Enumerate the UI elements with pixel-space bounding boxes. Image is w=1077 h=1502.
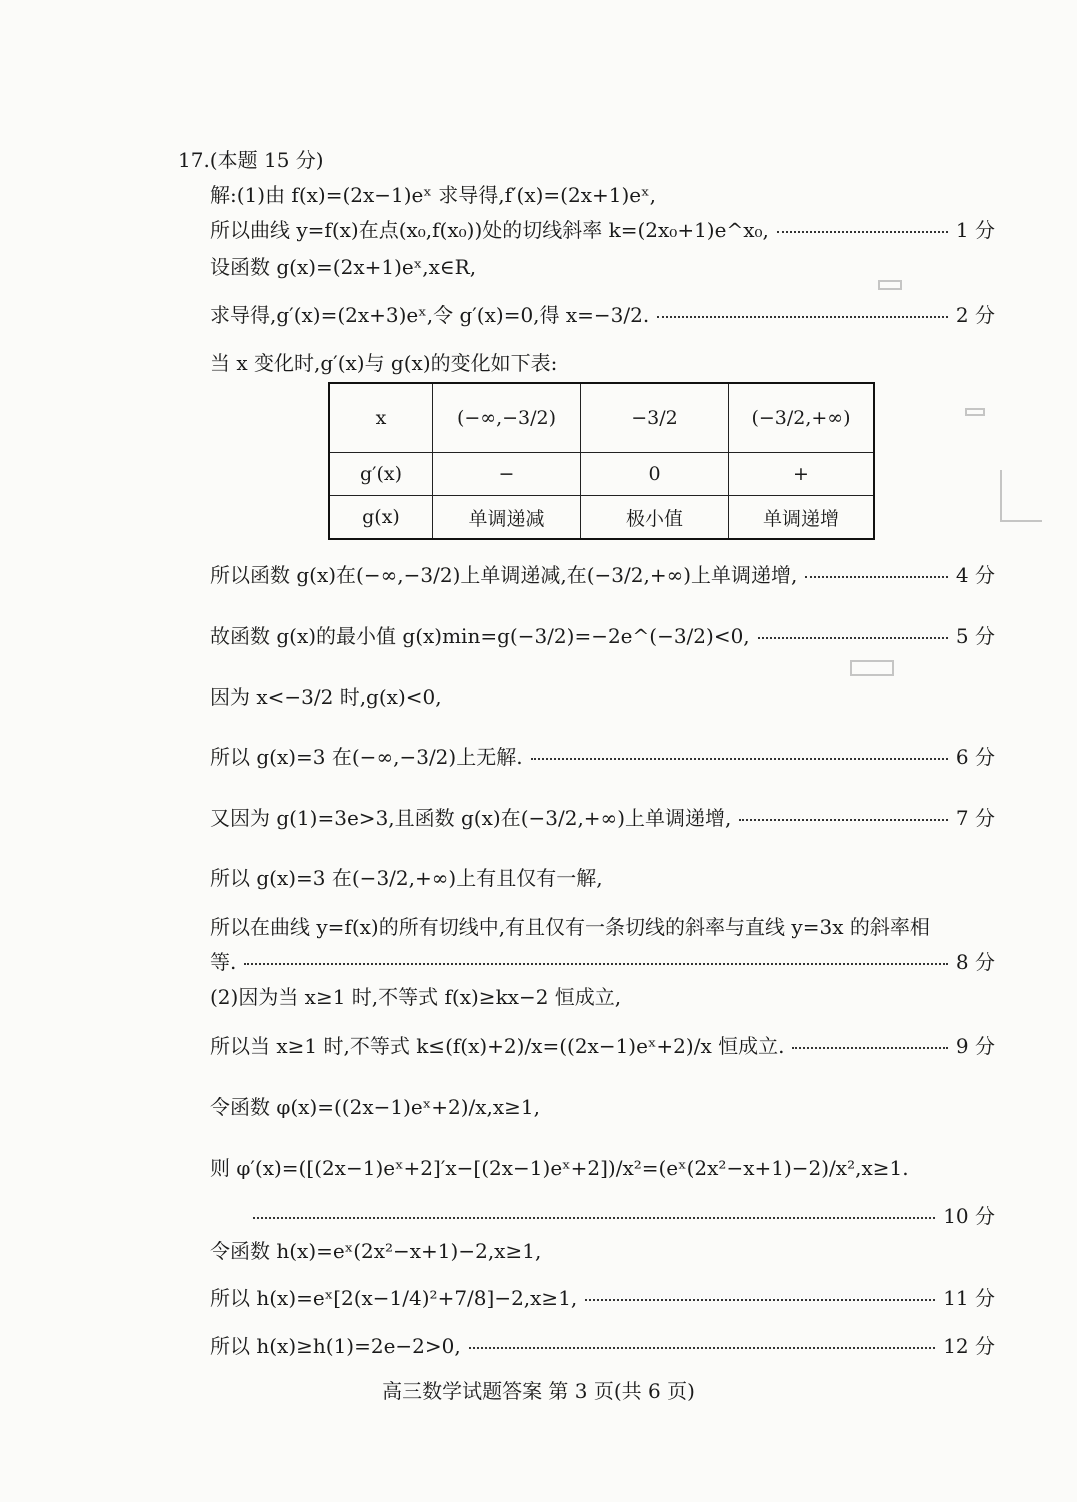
scan-artifact <box>878 280 902 290</box>
score: 1 分 <box>955 217 995 242</box>
solution-line <box>210 796 995 836</box>
solution-line <box>210 735 995 775</box>
dot-leader <box>244 943 948 965</box>
solution-line <box>210 905 995 945</box>
table-cell: 极小值 <box>581 496 729 540</box>
line-text: 求导得,g′(x)=(2x+3)eˣ,令 g′(x)=0,得 x=−3/2. <box>210 302 650 327</box>
solution-line <box>210 975 995 1015</box>
score: 11 分 <box>943 1285 995 1310</box>
solution-line <box>210 208 995 248</box>
line-text: 所以在曲线 y=f(x)的所有切线中,有且仅有一条切线的斜率与直线 y=3x 的斜率相 <box>210 914 930 939</box>
line-text: 故函数 g(x)的最小值 g(x)min=g(−3/2)=−2e^(−3/2)<0, <box>210 623 750 648</box>
solution-line <box>210 1276 995 1316</box>
solution-line <box>210 1146 995 1186</box>
line-text: 则 φ′(x)=([(2x−1)eˣ+2]′x−[(2x−1)eˣ+2])/x²=(eˣ(2x²−x+1)−2)/x²,x≥1. <box>210 1155 909 1180</box>
dot-leader <box>758 617 948 639</box>
solution-line <box>210 553 995 593</box>
dot-leader <box>657 296 948 318</box>
scan-artifact <box>850 660 894 676</box>
score: 4 分 <box>955 562 995 587</box>
line-text: 所以当 x≥1 时,不等式 k≤(f(x)+2)/x=((2x−1)eˣ+2)/x 恒成立. <box>210 1033 785 1058</box>
dot-leader <box>253 1197 935 1219</box>
dot-leader <box>777 211 948 233</box>
dot-leader <box>805 556 947 578</box>
table-row <box>329 453 874 496</box>
table-cell: 单调递增 <box>729 496 875 540</box>
table-cell: 单调递减 <box>433 496 581 540</box>
table-cell: − <box>433 453 581 496</box>
line-text: 等. <box>210 949 237 974</box>
score: 9 分 <box>955 1033 995 1058</box>
line-text: 因为 x<−3/2 时,g(x)<0, <box>210 684 442 709</box>
line-text: 又因为 g(1)=3e>3,且函数 g(x)在(−3/2,+∞)上单调递增, <box>210 805 732 830</box>
score: 12 分 <box>943 1333 995 1358</box>
table-cell: (−3/2,+∞) <box>729 383 875 453</box>
line-text: 所以 h(x)≥h(1)=2e−2>0, <box>210 1333 461 1358</box>
solution-line <box>210 173 995 213</box>
line-text: 所以 g(x)=3 在(−∞,−3/2)上无解. <box>210 744 523 769</box>
score: 8 分 <box>955 949 995 974</box>
dot-leader <box>792 1027 947 1049</box>
solution-line <box>210 341 995 381</box>
line-text: 解:(1)由 f(x)=(2x−1)eˣ 求导得,f′(x)=(2x+1)eˣ, <box>210 182 656 207</box>
table-cell: x <box>329 383 433 453</box>
score: 2 分 <box>955 302 995 327</box>
scan-artifact <box>1000 470 1042 522</box>
solution-line <box>210 245 995 285</box>
variation-table <box>328 382 875 540</box>
dot-leader <box>531 738 948 760</box>
line-text: 所以曲线 y=f(x)在点(x₀,f(x₀))处的切线斜率 k=(2x₀+1)e^x₀, <box>210 217 769 242</box>
solution-line <box>210 614 995 654</box>
solution-line <box>210 1324 995 1364</box>
scan-artifact <box>965 408 985 416</box>
dot-leader <box>739 799 948 821</box>
problem-title: 17.(本题 15 分) <box>178 147 324 172</box>
line-text: 当 x 变化时,g′(x)与 g(x)的变化如下表: <box>210 350 558 375</box>
table-row <box>329 496 874 540</box>
line-text: 令函数 h(x)=eˣ(2x²−x+1)−2,x≥1, <box>210 1238 542 1263</box>
line-text: 令函数 φ(x)=((2x−1)eˣ+2)/x,x≥1, <box>210 1094 540 1119</box>
solution-line <box>210 1085 995 1125</box>
table-cell: −3/2 <box>581 383 729 453</box>
solution-line <box>210 940 995 980</box>
table-cell: g′(x) <box>329 453 433 496</box>
line-text: 所以 h(x)=eˣ[2(x−1/4)²+7/8]−2,x≥1, <box>210 1285 578 1310</box>
solution-line <box>210 1229 995 1269</box>
table-cell: (−∞,−3/2) <box>433 383 581 453</box>
solution-line <box>210 293 995 333</box>
solution-line <box>210 1024 995 1064</box>
solution-line <box>210 856 995 896</box>
score: 10 分 <box>943 1203 995 1228</box>
line-text: (2)因为当 x≥1 时,不等式 f(x)≥kx−2 恒成立, <box>210 984 622 1009</box>
dot-leader <box>469 1327 935 1349</box>
dot-leader <box>585 1279 935 1301</box>
score: 6 分 <box>955 744 995 769</box>
line-text: 设函数 g(x)=(2x+1)eˣ,x∈R, <box>210 254 477 279</box>
solution-line <box>210 675 995 715</box>
page-footer: 高三数学试题答案 第 3 页(共 6 页) <box>382 1378 695 1403</box>
table-header-row <box>329 383 874 453</box>
table-cell: 0 <box>581 453 729 496</box>
score: 7 分 <box>955 805 995 830</box>
table-cell: g(x) <box>329 496 433 540</box>
score: 5 分 <box>955 623 995 648</box>
line-text: 所以 g(x)=3 在(−3/2,+∞)上有且仅有一解, <box>210 865 603 890</box>
solution-line <box>245 1194 995 1234</box>
table-cell: + <box>729 453 875 496</box>
line-text: 所以函数 g(x)在(−∞,−3/2)上单调递减,在(−3/2,+∞)上单调递增, <box>210 562 798 587</box>
